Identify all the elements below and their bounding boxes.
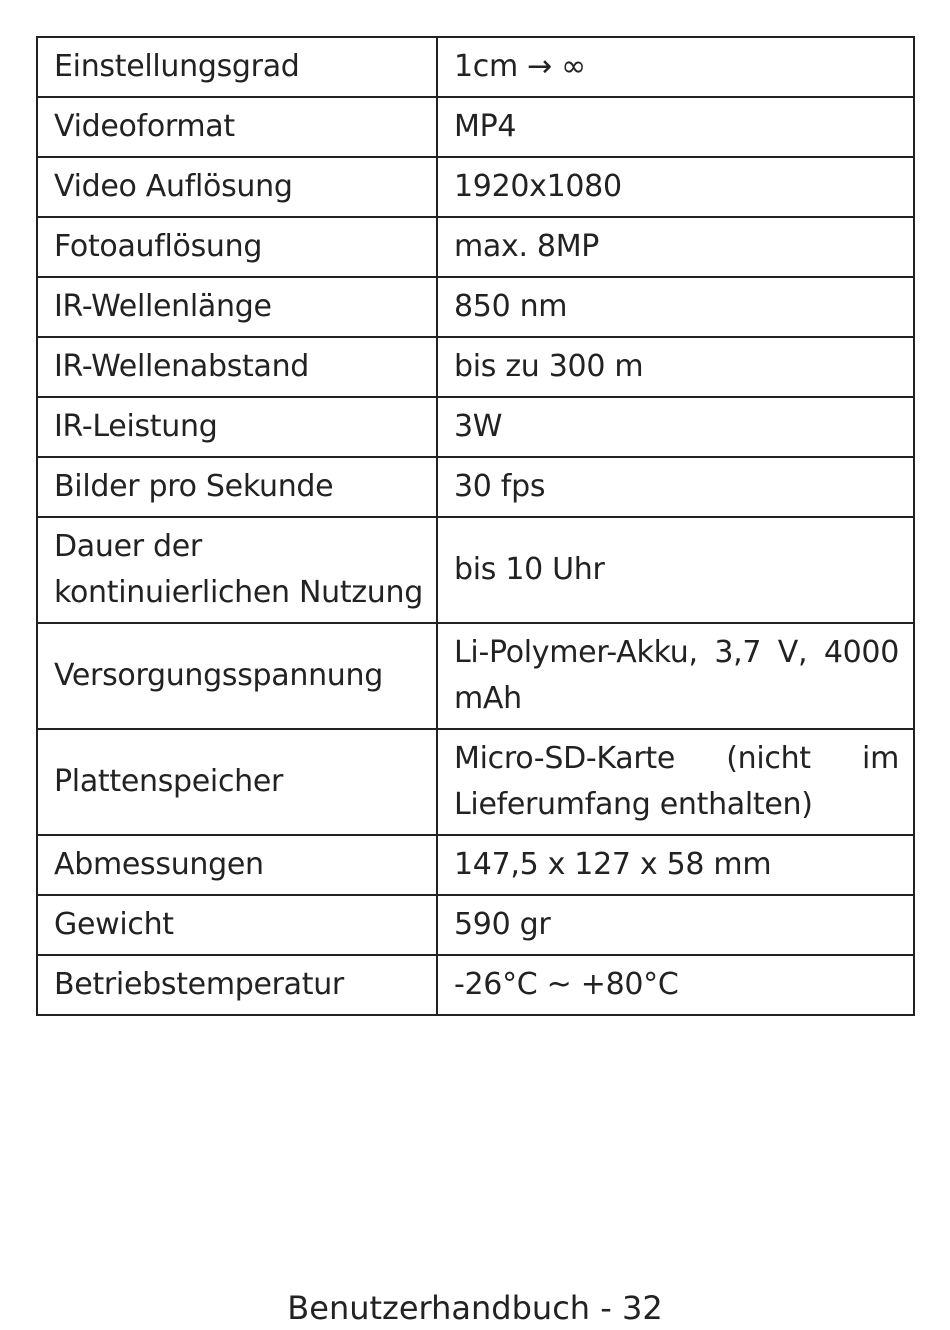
spec-value: bis 10 Uhr <box>437 517 914 623</box>
spec-value: Li-Polymer-Akku, 3,7 V, 4000 mAh <box>437 623 914 729</box>
spec-row-ir-wellenabstand <box>37 337 914 397</box>
spec-row-videoformat <box>37 97 914 157</box>
spec-label: Einstellungsgrad <box>37 37 437 97</box>
spec-value: 1cm → ∞ <box>437 37 914 97</box>
spec-row-video-aufloesung <box>37 157 914 217</box>
spec-label: Fotoauflösung <box>37 217 437 277</box>
spec-label: Bilder pro Sekunde <box>37 457 437 517</box>
specifications-table <box>36 36 915 1016</box>
spec-label: Video Auflösung <box>37 157 437 217</box>
spec-value: 850 nm <box>437 277 914 337</box>
spec-row-versorgungsspannung <box>37 623 914 729</box>
spec-value: max. 8MP <box>437 217 914 277</box>
spec-label: IR-Leistung <box>37 397 437 457</box>
spec-row-bilder-pro-sekunde <box>37 457 914 517</box>
spec-value: Micro-SD-Karte (nicht im Lieferumfang enthalten) <box>437 729 914 835</box>
spec-row-ir-leistung <box>37 397 914 457</box>
spec-value: MP4 <box>437 97 914 157</box>
page-footer: Benutzerhandbuch - 32 <box>287 1289 663 1327</box>
spec-value: 590 gr <box>437 895 914 955</box>
spec-label: IR-Wellenabstand <box>37 337 437 397</box>
spec-row-plattenspeicher <box>37 729 914 835</box>
spec-value: 147,5 x 127 x 58 mm <box>437 835 914 895</box>
spec-label: Versorgungsspannung <box>37 623 437 729</box>
spec-value: bis zu 300 m <box>437 337 914 397</box>
spec-label: Betriebstemperatur <box>37 955 437 1015</box>
spec-row-ir-wellenlaenge <box>37 277 914 337</box>
spec-row-dauer-nutzung <box>37 517 914 623</box>
spec-row-einstellungsgrad <box>37 37 914 97</box>
spec-value: -26°C ~ +80°C <box>437 955 914 1015</box>
spec-value: 3W <box>437 397 914 457</box>
spec-label: Dauer der kontinuierlichen Nutzung <box>37 517 437 623</box>
spec-label: IR-Wellenlänge <box>37 277 437 337</box>
spec-label: Abmessungen <box>37 835 437 895</box>
spec-label: Gewicht <box>37 895 437 955</box>
spec-row-betriebstemperatur <box>37 955 914 1015</box>
spec-row-abmessungen <box>37 835 914 895</box>
spec-row-fotoaufloesung <box>37 217 914 277</box>
spec-label: Plattenspeicher <box>37 729 437 835</box>
spec-label: Videoformat <box>37 97 437 157</box>
spec-row-gewicht <box>37 895 914 955</box>
spec-value: 1920x1080 <box>437 157 914 217</box>
spec-value: 30 fps <box>437 457 914 517</box>
